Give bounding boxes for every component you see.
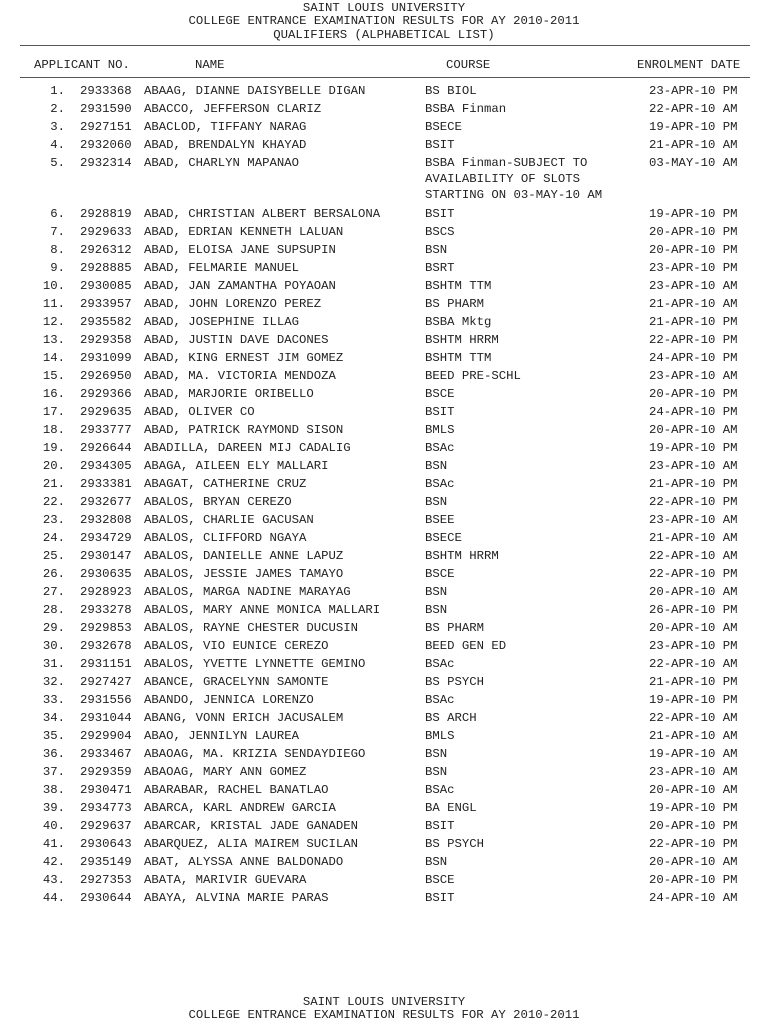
course: BS BIOL (425, 84, 477, 98)
enrolment-date: 20-APR-10 PM (649, 243, 738, 257)
course: BMLS (425, 423, 455, 437)
enrolment-date: 20-APR-10 AM (649, 855, 738, 869)
enrolment-date: 20-APR-10 AM (649, 585, 738, 599)
row-number: 30. (42, 639, 65, 653)
row-number: 1. (50, 84, 65, 98)
col-applicant-no: APPLICANT NO. (34, 58, 130, 72)
header-divider-top (20, 45, 750, 46)
enrolment-date: 22-APR-10 AM (649, 657, 738, 671)
applicant-name: ABAD, OLIVER CO (144, 405, 255, 419)
footer-exam-title: COLLEGE ENTRANCE EXAMINATION RESULTS FOR AY 2010-2011 (188, 1008, 580, 1022)
applicant-name: ABAD, JUSTIN DAVE DACONES (144, 333, 329, 347)
course: BSCE (425, 567, 455, 581)
table-row (0, 459, 768, 477)
col-course: COURSE (446, 58, 491, 72)
table-row (0, 639, 768, 657)
course: BA ENGL (425, 801, 477, 815)
enrolment-date: 21-APR-10 AM (649, 729, 738, 743)
row-number: 24. (42, 531, 65, 545)
enrolment-date: 19-APR-10 AM (649, 747, 738, 761)
enrolment-date: 21-APR-10 PM (649, 315, 738, 329)
applicant-number: 2933381 (80, 477, 132, 491)
course: BMLS (425, 729, 455, 743)
row-number: 2. (50, 102, 65, 116)
applicant-number: 2929359 (80, 765, 132, 779)
applicant-name: ABATA, MARIVIR GUEVARA (144, 873, 307, 887)
applicant-number: 2931044 (80, 711, 132, 725)
row-number: 43. (42, 873, 65, 887)
course: BSECE (425, 531, 462, 545)
applicant-number: 2930644 (80, 891, 132, 905)
row-number: 31. (42, 657, 65, 671)
course: BS ARCH (425, 711, 477, 725)
enrolment-date: 20-APR-10 PM (649, 225, 738, 239)
row-number: 15. (42, 369, 65, 383)
course: BSBA Mktg (425, 315, 492, 329)
course: BEED GEN ED (425, 639, 507, 653)
enrolment-date: 19-APR-10 PM (649, 693, 738, 707)
university-title: SAINT LOUIS UNIVERSITY (302, 1, 466, 15)
applicant-name: ABALOS, MARY ANNE MONICA MALLARI (144, 603, 381, 617)
row-number: 22. (42, 495, 65, 509)
table-row (0, 423, 768, 441)
applicant-name: ABAYA, ALVINA MARIE PARAS (144, 891, 329, 905)
applicant-name: ABARCAR, KRISTAL JADE GANADEN (144, 819, 359, 833)
row-number: 25. (42, 549, 65, 563)
enrolment-date: 20-APR-10 PM (649, 873, 738, 887)
applicant-name: ABADILLA, DAREEN MIJ CADALIG (144, 441, 351, 455)
enrolment-date: 20-APR-10 PM (649, 819, 738, 833)
table-row (0, 405, 768, 423)
enrolment-date: 23-APR-10 AM (649, 369, 738, 383)
table-row (0, 225, 768, 243)
table-row (0, 279, 768, 297)
course: BSIT (425, 891, 455, 905)
course: BS PHARM (425, 621, 485, 635)
course: BS PHARM (425, 297, 485, 311)
row-number: 9. (50, 261, 65, 275)
row-number: 23. (42, 513, 65, 527)
table-row (0, 549, 768, 567)
enrolment-date: 23-APR-10 PM (649, 639, 738, 653)
applicant-number: 2931151 (80, 657, 132, 671)
applicant-number: 2926312 (80, 243, 132, 257)
course: AVAILABILITY OF SLOTS (425, 172, 580, 186)
course: BSIT (425, 138, 455, 152)
applicant-number: 2926950 (80, 369, 132, 383)
row-number: 39. (42, 801, 65, 815)
course: BSAc (425, 477, 455, 491)
applicant-number: 2927353 (80, 873, 132, 887)
enrolment-date: 26-APR-10 PM (649, 603, 738, 617)
applicant-name: ABAD, EDRIAN KENNETH LALUAN (144, 225, 344, 239)
applicant-number: 2929633 (80, 225, 132, 239)
enrolment-date: 20-APR-10 AM (649, 783, 738, 797)
enrolment-date: 19-APR-10 PM (649, 120, 738, 134)
enrolment-date: 23-APR-10 AM (649, 765, 738, 779)
applicant-name: ABAD, PATRICK RAYMOND SISON (144, 423, 344, 437)
applicant-name: ABAD, MA. VICTORIA MENDOZA (144, 369, 336, 383)
enrolment-date: 21-APR-10 AM (649, 138, 738, 152)
course: BSHTM TTM (425, 351, 492, 365)
row-number: 10. (42, 279, 65, 293)
table-row (0, 675, 768, 693)
applicant-name: ABALOS, CLIFFORD NGAYA (144, 531, 307, 545)
applicant-name: ABAOAG, MA. KRIZIA SENDAYDIEGO (144, 747, 366, 761)
enrolment-date: 22-APR-10 PM (649, 333, 738, 347)
applicant-name: ABARQUEZ, ALIA MAIREM SUCILAN (144, 837, 359, 851)
table-row (0, 765, 768, 783)
row-number: 29. (42, 621, 65, 635)
table-row (0, 84, 768, 102)
applicant-name: ABAD, JAN ZAMANTHA POYAOAN (144, 279, 336, 293)
table-row (0, 891, 768, 909)
enrolment-date: 19-APR-10 PM (649, 441, 738, 455)
table-row (0, 207, 768, 225)
row-number: 41. (42, 837, 65, 851)
enrolment-date: 22-APR-10 AM (649, 711, 738, 725)
table-row (0, 333, 768, 351)
table-row (0, 531, 768, 549)
row-number: 3. (50, 120, 65, 134)
course: BSAc (425, 693, 455, 707)
row-number: 28. (42, 603, 65, 617)
applicant-number: 2930147 (80, 549, 132, 563)
course: BSRT (425, 261, 455, 275)
applicant-name: ABALOS, RAYNE CHESTER DUCUSIN (144, 621, 359, 635)
course: BSN (425, 765, 448, 779)
enrolment-date: 21-APR-10 PM (649, 477, 738, 491)
course: BSN (425, 243, 448, 257)
course: BSHTM TTM (425, 279, 492, 293)
row-number: 37. (42, 765, 65, 779)
applicant-number: 2929366 (80, 387, 132, 401)
applicant-number: 2932808 (80, 513, 132, 527)
table-row (0, 261, 768, 279)
table-row (0, 873, 768, 891)
course: BSEE (425, 513, 455, 527)
table-row (0, 819, 768, 837)
applicant-name: ABAD, BRENDALYN KHAYAD (144, 138, 307, 152)
applicant-number: 2932060 (80, 138, 132, 152)
applicant-number: 2931556 (80, 693, 132, 707)
course: BSHTM HRRM (425, 333, 499, 347)
applicant-name: ABARCA, KARL ANDREW GARCIA (144, 801, 336, 815)
applicant-number: 2928885 (80, 261, 132, 275)
col-enrolment-date: ENROLMENT DATE (637, 58, 741, 72)
applicant-number: 2927427 (80, 675, 132, 689)
course: BSHTM HRRM (425, 549, 499, 563)
table-row (0, 477, 768, 495)
enrolment-date: 22-APR-10 AM (649, 549, 738, 563)
applicant-number: 2933957 (80, 297, 132, 311)
course: BSCS (425, 225, 455, 239)
applicant-name: ABANDO, JENNICA LORENZO (144, 693, 314, 707)
row-number: 7. (50, 225, 65, 239)
course: BSAc (425, 783, 455, 797)
row-number: 16. (42, 387, 65, 401)
applicant-name: ABAD, KING ERNEST JIM GOMEZ (144, 351, 344, 365)
applicant-number: 2934773 (80, 801, 132, 815)
enrolment-date: 20-APR-10 PM (649, 387, 738, 401)
applicant-name: ABALOS, CHARLIE GACUSAN (144, 513, 314, 527)
enrolment-date: 24-APR-10 PM (649, 351, 738, 365)
table-row (0, 297, 768, 315)
applicant-name: ABAO, JENNILYN LAUREA (144, 729, 299, 743)
table-row (0, 243, 768, 261)
course: BSIT (425, 207, 455, 221)
row-number: 8. (50, 243, 65, 257)
applicant-number: 2929904 (80, 729, 132, 743)
table-row (0, 351, 768, 369)
enrolment-date: 20-APR-10 AM (649, 423, 738, 437)
applicant-name: ABAOAG, MARY ANN GOMEZ (144, 765, 307, 779)
table-row (0, 783, 768, 801)
applicant-name: ABAGA, AILEEN ELY MALLARI (144, 459, 329, 473)
row-number: 33. (42, 693, 65, 707)
enrolment-date: 22-APR-10 PM (649, 495, 738, 509)
applicant-name: ABAGAT, CATHERINE CRUZ (144, 477, 307, 491)
applicant-number: 2932314 (80, 156, 132, 170)
row-number: 34. (42, 711, 65, 725)
table-row (0, 711, 768, 729)
applicant-number: 2929358 (80, 333, 132, 347)
enrolment-date: 21-APR-10 AM (649, 531, 738, 545)
course: STARTING ON 03-MAY-10 AM (425, 188, 603, 202)
applicant-name: ABALOS, BRYAN CEREZO (144, 495, 292, 509)
applicant-number: 2933368 (80, 84, 132, 98)
table-row (0, 603, 768, 621)
course: BS PSYCH (425, 675, 485, 689)
table-row (0, 621, 768, 639)
row-number: 32. (42, 675, 65, 689)
applicant-number: 2932677 (80, 495, 132, 509)
course: BSN (425, 585, 448, 599)
row-number: 17. (42, 405, 65, 419)
table-row (0, 387, 768, 405)
applicant-name: ABACLOD, TIFFANY NARAG (144, 120, 307, 134)
applicant-name: ABALOS, VIO EUNICE CEREZO (144, 639, 329, 653)
enrolment-date: 19-APR-10 PM (649, 207, 738, 221)
table-row (0, 120, 768, 138)
table-row (0, 585, 768, 603)
course: BSBA Finman-SUBJECT TO (425, 156, 588, 170)
course: BSIT (425, 405, 455, 419)
row-number: 5. (50, 156, 65, 170)
applicant-number: 2933777 (80, 423, 132, 437)
enrolment-date: 24-APR-10 AM (649, 891, 738, 905)
applicant-number: 2930635 (80, 567, 132, 581)
table-row (0, 513, 768, 531)
enrolment-date: 23-APR-10 AM (649, 279, 738, 293)
enrolment-date: 03-MAY-10 AM (649, 156, 738, 170)
row-number: 40. (42, 819, 65, 833)
applicant-name: ABAD, CHRISTIAN ALBERT BERSALONA (144, 207, 381, 221)
table-row (0, 441, 768, 459)
enrolment-date: 19-APR-10 PM (649, 801, 738, 815)
row-number: 21. (42, 477, 65, 491)
table-row (0, 729, 768, 747)
enrolment-date: 24-APR-10 PM (649, 405, 738, 419)
enrolment-date: 23-APR-10 PM (649, 261, 738, 275)
row-number: 27. (42, 585, 65, 599)
table-row (0, 495, 768, 513)
row-number: 14. (42, 351, 65, 365)
enrolment-date: 23-APR-10 PM (649, 84, 738, 98)
enrolment-date: 22-APR-10 AM (649, 102, 738, 116)
table-row (0, 855, 768, 873)
applicant-number: 2930085 (80, 279, 132, 293)
course: BSAc (425, 441, 455, 455)
course: BEED PRE-SCHL (425, 369, 521, 383)
course: BSAc (425, 657, 455, 671)
applicant-name: ABACCO, JEFFERSON CLARIZ (144, 102, 322, 116)
course: BSCE (425, 873, 455, 887)
table-row (0, 747, 768, 765)
applicant-name: ABALOS, MARGA NADINE MARAYAG (144, 585, 351, 599)
course: BSIT (425, 819, 455, 833)
col-name: NAME (195, 58, 225, 72)
row-number: 20. (42, 459, 65, 473)
list-title: QUALIFIERS (ALPHABETICAL LIST) (273, 28, 495, 42)
applicant-number: 2934729 (80, 531, 132, 545)
table-row (0, 315, 768, 333)
row-number: 38. (42, 783, 65, 797)
applicant-number: 2928819 (80, 207, 132, 221)
course: BSN (425, 459, 448, 473)
applicant-number: 2928923 (80, 585, 132, 599)
course: BSN (425, 855, 448, 869)
applicant-name: ABAAG, DIANNE DAISYBELLE DIGAN (144, 84, 366, 98)
table-row (0, 102, 768, 120)
course: BSBA Finman (425, 102, 507, 116)
applicant-number: 2935149 (80, 855, 132, 869)
row-number: 44. (42, 891, 65, 905)
enrolment-date: 21-APR-10 PM (649, 675, 738, 689)
course: BSN (425, 747, 448, 761)
row-number: 11. (42, 297, 65, 311)
applicant-number: 2931099 (80, 351, 132, 365)
applicant-number: 2929637 (80, 819, 132, 833)
table-row (0, 693, 768, 711)
enrolment-date: 20-APR-10 AM (649, 621, 738, 635)
applicant-number: 2926644 (80, 441, 132, 455)
table-row (0, 156, 768, 202)
applicant-number: 2927151 (80, 120, 132, 134)
row-number: 26. (42, 567, 65, 581)
row-number: 36. (42, 747, 65, 761)
applicant-number: 2932678 (80, 639, 132, 653)
applicant-number: 2933467 (80, 747, 132, 761)
applicant-name: ABAD, JOHN LORENZO PEREZ (144, 297, 322, 311)
applicant-name: ABALOS, YVETTE LYNNETTE GEMINO (144, 657, 366, 671)
table-row (0, 369, 768, 387)
row-number: 12. (42, 315, 65, 329)
row-number: 4. (50, 138, 65, 152)
applicant-name: ABANG, VONN ERICH JACUSALEM (144, 711, 344, 725)
applicant-name: ABALOS, JESSIE JAMES TAMAYO (144, 567, 344, 581)
enrolment-date: 22-APR-10 PM (649, 837, 738, 851)
row-number: 19. (42, 441, 65, 455)
applicant-name: ABAD, MARJORIE ORIBELLO (144, 387, 314, 401)
table-row (0, 657, 768, 675)
course: BSN (425, 495, 448, 509)
table-row (0, 801, 768, 819)
applicant-name: ABAT, ALYSSA ANNE BALDONADO (144, 855, 344, 869)
applicant-number: 2929853 (80, 621, 132, 635)
course: BS PSYCH (425, 837, 485, 851)
applicant-name: ABAD, FELMARIE MANUEL (144, 261, 299, 275)
course: BSN (425, 603, 448, 617)
applicant-name: ABANCE, GRACELYNN SAMONTE (144, 675, 329, 689)
applicant-name: ABAD, JOSEPHINE ILLAG (144, 315, 299, 329)
row-number: 42. (42, 855, 65, 869)
applicant-number: 2931590 (80, 102, 132, 116)
enrolment-date: 21-APR-10 AM (649, 297, 738, 311)
course: BSECE (425, 120, 462, 134)
applicant-number: 2934305 (80, 459, 132, 473)
enrolment-date: 23-APR-10 AM (649, 459, 738, 473)
table-row (0, 837, 768, 855)
course: BSCE (425, 387, 455, 401)
applicant-name: ABARABAR, RACHEL BANATLAO (144, 783, 329, 797)
applicant-number: 2935582 (80, 315, 132, 329)
enrolment-date: 22-APR-10 PM (649, 567, 738, 581)
table-row (0, 567, 768, 585)
applicant-number: 2933278 (80, 603, 132, 617)
applicant-name: ABALOS, DANIELLE ANNE LAPUZ (144, 549, 344, 563)
applicant-name: ABAD, CHARLYN MAPANAO (144, 156, 299, 170)
row-number: 35. (42, 729, 65, 743)
exam-title: COLLEGE ENTRANCE EXAMINATION RESULTS FOR AY 2010-2011 (188, 14, 580, 28)
enrolment-date: 23-APR-10 AM (649, 513, 738, 527)
row-number: 13. (42, 333, 65, 347)
applicant-name: ABAD, ELOISA JANE SUPSUPIN (144, 243, 336, 257)
applicant-number: 2930643 (80, 837, 132, 851)
footer-university-title: SAINT LOUIS UNIVERSITY (302, 995, 466, 1009)
table-row (0, 138, 768, 156)
header-divider-bottom (20, 77, 750, 78)
applicant-number: 2929635 (80, 405, 132, 419)
row-number: 18. (42, 423, 65, 437)
applicant-number: 2930471 (80, 783, 132, 797)
row-number: 6. (50, 207, 65, 221)
